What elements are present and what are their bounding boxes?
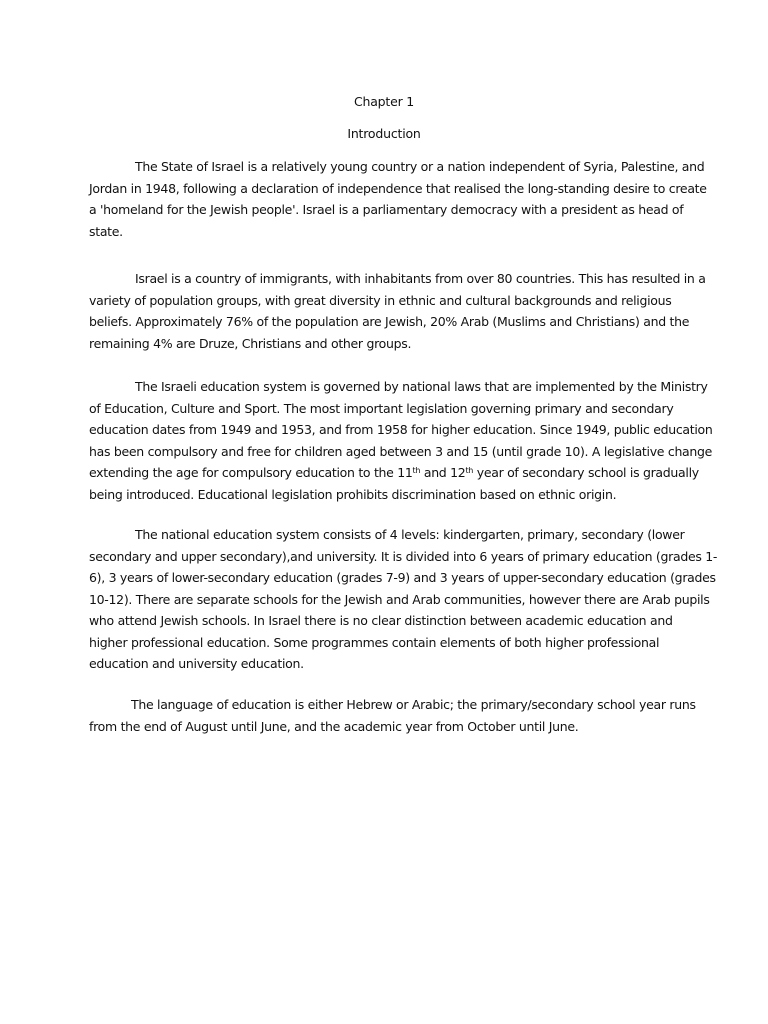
paragraph-line: from the end of August until June, and the academic year from October until June. bbox=[89, 718, 579, 734]
paragraph-line: a 'homeland for the Jewish people'. Israel is a parliamentary democracy with a president as head of bbox=[89, 202, 684, 217]
paragraph-line: The State of Israel is a relatively young country or a nation independent of Syria, Palestine, and bbox=[135, 159, 705, 174]
paragraph-line: secondary and upper secondary),and university. It is divided into 6 years of primary education (grades 1- bbox=[89, 548, 718, 564]
ordinal-suffix: th bbox=[465, 466, 474, 475]
paragraph-line: 10-12). There are separate schools for the Jewish and Arab communities, however there are Arab pupils bbox=[89, 591, 710, 607]
paragraph-line: has been compulsory and free for children aged between 3 and 15 (until grade 10). A legislative change bbox=[89, 443, 713, 459]
paragraph-line: beliefs. Approximately 76% of the population are Jewish, 20% Arab (Muslims and Christians) and the bbox=[89, 314, 690, 329]
paragraph-4 bbox=[89, 524, 718, 675]
line-text-b: and 12 bbox=[420, 465, 466, 480]
paragraph-line: state. bbox=[89, 223, 123, 239]
ordinal-suffix: th bbox=[412, 466, 421, 475]
chapter-label: Chapter 1 bbox=[353, 94, 415, 109]
paragraph-line: The language of education is either Hebrew or Arabic; the primary/secondary school year runs bbox=[131, 697, 696, 712]
paragraph-line: of Education, Culture and Sport. The most important legislation governing primary and secondary bbox=[89, 400, 674, 416]
paragraph-line: Jordan in 1948, following a declaration of independence that realised the long-standing desire to create bbox=[89, 180, 707, 196]
paragraph-line: being introduced. Educational legislation prohibits discrimination based on ethnic origin. bbox=[89, 486, 617, 502]
paragraph-line: variety of population groups, with great diversity in ethnic and cultural backgrounds and religious bbox=[89, 292, 672, 308]
paragraph-1 bbox=[89, 156, 707, 242]
paragraph-5 bbox=[89, 694, 696, 737]
paragraph-line: 6), 3 years of lower-secondary education (grades 7-9) and 3 years of upper-secondary education (grades bbox=[89, 570, 716, 585]
paragraph-line: higher professional education. Some programmes contain elements of both higher professional bbox=[89, 634, 660, 650]
paragraph-line bbox=[89, 462, 699, 484]
paragraph-line: who attend Jewish schools. In Israel there is no clear distinction between academic education and bbox=[89, 613, 673, 628]
paragraph-line: remaining 4% are Druze, Christians and other groups. bbox=[89, 335, 412, 351]
paragraph-3 bbox=[89, 376, 713, 505]
document-title: Introduction bbox=[347, 126, 421, 141]
paragraph-line: Israel is a country of immigrants, with inhabitants from over 80 countries. This has resulted in a bbox=[135, 271, 706, 286]
paragraph-line: The national education system consists of 4 levels: kindergarten, primary, secondary (lower bbox=[135, 527, 685, 542]
paragraph-2 bbox=[89, 268, 706, 354]
paragraph-line: education and university education. bbox=[89, 656, 304, 671]
line-text-a: extending the age for compulsory education to the 11 bbox=[89, 465, 413, 480]
paragraph-line: The Israeli education system is governed by national laws that are implemented by the Ministry bbox=[135, 379, 708, 394]
line-text-c: year of secondary school is gradually bbox=[473, 465, 699, 480]
paragraph-line: education dates from 1949 and 1953, and from 1958 for higher education. Since 1949, public education bbox=[89, 422, 713, 437]
